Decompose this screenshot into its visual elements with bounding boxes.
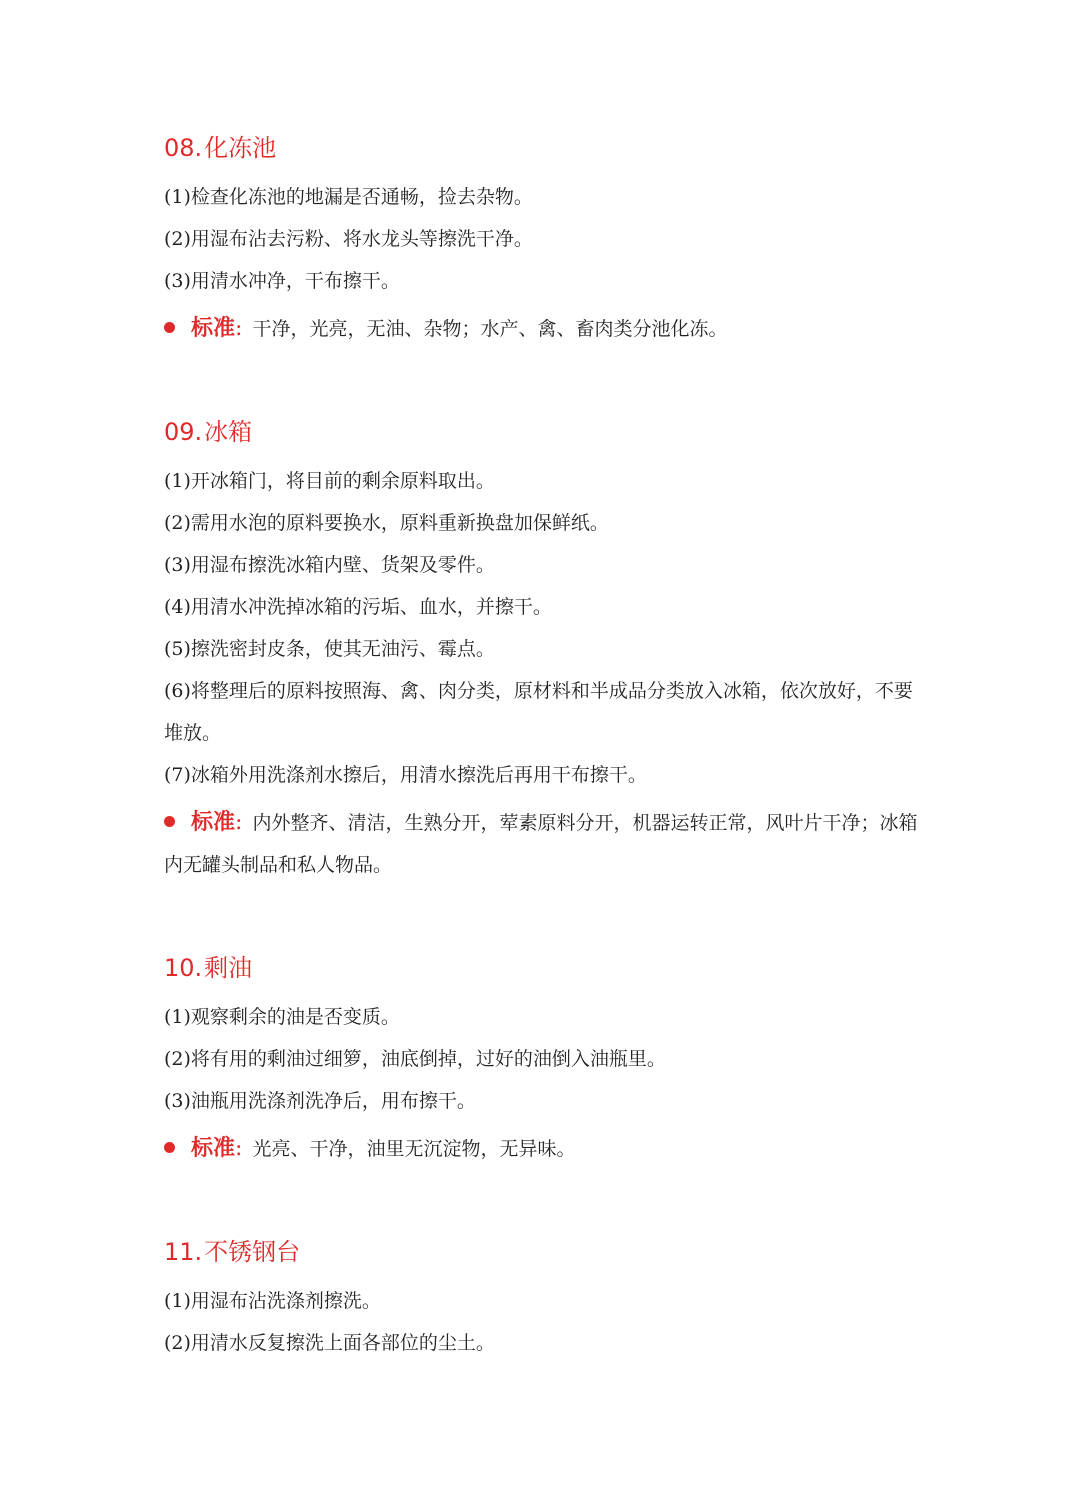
section-title-text: 冰箱 bbox=[204, 418, 253, 446]
step-item: (3)用清水冲净，干布擦干。 bbox=[164, 270, 400, 292]
standard-line bbox=[164, 1128, 924, 1170]
standard-label: 标准 bbox=[191, 1136, 236, 1161]
section-number: 10. bbox=[164, 954, 203, 982]
step-item: (2)用湿布沾去污粉、将水龙头等擦洗干净。 bbox=[164, 228, 533, 250]
standard-colon: : bbox=[235, 316, 243, 341]
section-08 bbox=[164, 128, 924, 350]
section-title bbox=[164, 948, 924, 988]
section-title bbox=[164, 1232, 924, 1272]
step-item: (3)油瓶用洗涤剂洗净后，用布擦干。 bbox=[164, 1090, 476, 1112]
standard-text: 干净，光亮，无油、杂物；水产、禽、畜肉类分池化冻。 bbox=[252, 318, 728, 340]
section-number: 09. bbox=[164, 418, 203, 446]
standard-text: 光亮、干净，油里无沉淀物，无异味。 bbox=[252, 1138, 576, 1160]
step-item: (1)用湿布沾洗涤剂擦洗。 bbox=[164, 1290, 381, 1312]
standard-line bbox=[164, 308, 924, 350]
step-item: (7)冰箱外用洗涤剂水擦后，用清水擦洗后再用干布擦干。 bbox=[164, 764, 647, 786]
bullet-dot-icon bbox=[164, 322, 175, 333]
step-item: (1)观察剩余的油是否变质。 bbox=[164, 1006, 400, 1028]
section-title bbox=[164, 412, 924, 452]
step-item: (3)用湿布擦洗冰箱内壁、货架及零件。 bbox=[164, 554, 495, 576]
step-item: (2)用清水反复擦洗上面各部位的尘土。 bbox=[164, 1332, 495, 1354]
section-number: 08. bbox=[164, 134, 203, 162]
section-11 bbox=[164, 1232, 924, 1364]
section-number: 11. bbox=[164, 1238, 203, 1266]
step-item: (2)需用水泡的原料要换水，原料重新换盘加保鲜纸。 bbox=[164, 512, 609, 534]
document-page bbox=[164, 128, 924, 1364]
section-title-text: 化冻池 bbox=[204, 134, 277, 162]
section-10 bbox=[164, 948, 924, 1170]
step-item: (4)用清水冲洗掉冰箱的污垢、血水，并擦干。 bbox=[164, 596, 552, 618]
standard-label: 标准 bbox=[191, 316, 236, 341]
step-item: (2)将有用的剩油过细箩，油底倒掉，过好的油倒入油瓶里。 bbox=[164, 1048, 666, 1070]
section-09 bbox=[164, 412, 924, 886]
step-item: (5)擦洗密封皮条，使其无油污、霉点。 bbox=[164, 638, 495, 660]
step-item: (1)检查化冻池的地漏是否通畅，捡去杂物。 bbox=[164, 186, 533, 208]
section-title-text: 剩油 bbox=[204, 954, 253, 982]
standard-text: 内外整齐、清洁，生熟分开，荤素原料分开，机器运转正常，风叶片干净；冰箱内无罐头制品和私人物品。 bbox=[164, 812, 918, 876]
section-title bbox=[164, 128, 924, 168]
standard-label: 标准 bbox=[191, 810, 236, 835]
section-title-text: 不锈钢台 bbox=[204, 1238, 301, 1266]
bullet-dot-icon bbox=[164, 816, 175, 827]
step-item: (6)将整理后的原料按照海、禽、肉分类，原材料和半成品分类放入冰箱，依次放好，不要堆放。 bbox=[164, 680, 913, 744]
standard-colon: : bbox=[235, 1136, 243, 1161]
bullet-dot-icon bbox=[164, 1142, 175, 1153]
step-item: (1)开冰箱门，将目前的剩余原料取出。 bbox=[164, 470, 495, 492]
standard-colon: : bbox=[235, 810, 243, 835]
standard-line bbox=[164, 802, 924, 886]
